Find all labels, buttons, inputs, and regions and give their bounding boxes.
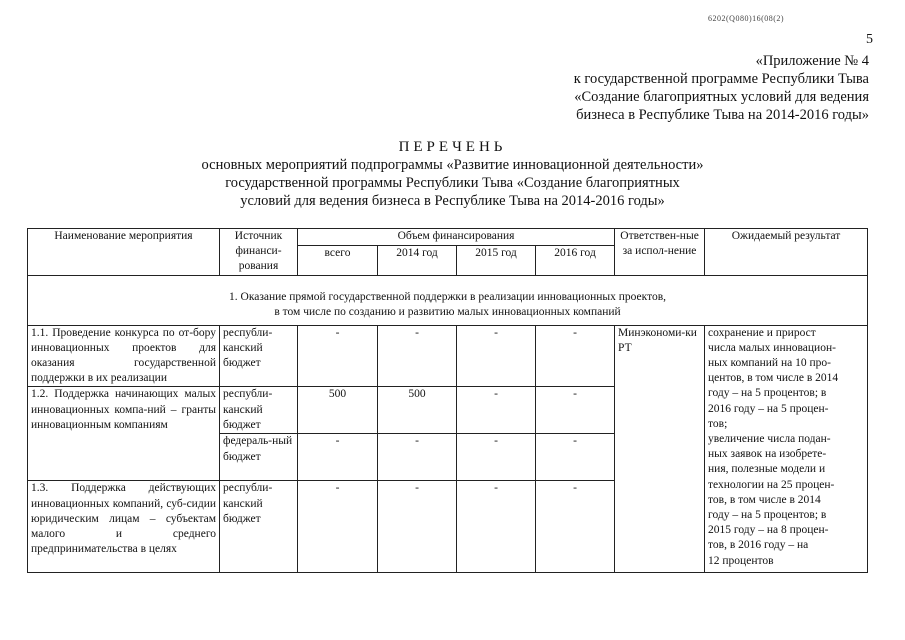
section-line: в том числе по созданию и развитию малых инновационных компаний	[274, 305, 621, 318]
header-responsible: Ответствен-ные за испол-нение	[615, 229, 705, 276]
result-line: центов, в том числе в 2014	[708, 372, 839, 385]
result-line: технологии на 25 процен-	[708, 478, 835, 491]
activity-cell: 1.2. Поддержка начинающих малых инновационных компа-ний – гранты инновационным компаниям	[28, 387, 220, 481]
heading-title: ПЕРЕЧЕНЬ	[398, 139, 507, 155]
y2016-cell: -	[536, 325, 615, 387]
header-total: всего	[298, 245, 378, 275]
appendix-line: к государственной программе Республики Тыва	[573, 71, 869, 87]
result-line: ния, полезные модели и	[708, 463, 826, 476]
responsible-cell: Минэкономи-ки РТ	[615, 325, 705, 573]
source-cell: республи-канский бюджет	[220, 387, 298, 434]
source-cell: республи-канский бюджет	[220, 481, 298, 573]
activity-cell: 1.3. Поддержка действующих инновационных компаний, суб-сидии юридическим лицам – субъектам малого и среднего предпринимательства в целях	[28, 481, 220, 573]
table-row	[28, 325, 868, 387]
source-cell: республи-канский бюджет	[220, 325, 298, 387]
result-line: 2016 году – на 5 процен-	[708, 402, 829, 415]
page-number: 5	[866, 32, 873, 47]
total-cell: -	[298, 434, 378, 481]
section-line: 1. Оказание прямой государственной поддержки в реализации инновационных проектов,	[229, 290, 667, 303]
document-heading	[0, 138, 905, 210]
activity-cell: 1.1. Проведение конкурса по от-бору инновационных проектов для оказания государственной поддержки в их реализации	[28, 325, 220, 387]
header-2014: 2014 год	[378, 245, 457, 275]
y2016-cell: -	[536, 434, 615, 481]
total-cell: -	[298, 481, 378, 573]
result-line: тов, в 2016 году – на	[708, 539, 809, 552]
y2014-cell: -	[378, 481, 457, 573]
y2015-cell: -	[457, 325, 536, 387]
result-line: ных заявок на изобрете-	[708, 448, 827, 461]
appendix-line: «Приложение № 4	[755, 53, 869, 69]
y2016-cell: -	[536, 387, 615, 434]
activities-table	[27, 228, 868, 573]
result-line: тов, в том числе в 2014	[708, 493, 821, 506]
result-line: году – на 5 процентов; в	[708, 387, 827, 400]
total-cell: 500	[298, 387, 378, 434]
result-line: 2015 году – на 8 процен-	[708, 524, 829, 537]
header-result: Ожидаемый результат	[705, 229, 868, 276]
result-line: числа малых инновацион-	[708, 341, 836, 354]
header-source: Источник финанси-рования	[220, 229, 298, 276]
y2014-cell: -	[378, 325, 457, 387]
heading-line: государственной программы Республики Тыва «Создание благоприятных	[225, 175, 680, 191]
appendix-block	[574, 52, 869, 124]
total-cell: -	[298, 325, 378, 387]
result-line: ных компаний на 10 про-	[708, 357, 831, 370]
appendix-line: «Создание благоприятных условий для ведения	[574, 89, 869, 105]
y2014-cell: 500	[378, 387, 457, 434]
document-code: 6202(Q080)16(08(2)	[708, 14, 785, 23]
result-line: году – на 5 процентов; в	[708, 509, 827, 522]
section-header	[28, 275, 868, 325]
y2015-cell: -	[457, 434, 536, 481]
result-line: сохранение и прирост	[708, 326, 816, 339]
y2015-cell: -	[457, 481, 536, 573]
result-line: увеличение числа подан-	[708, 433, 831, 446]
y2016-cell: -	[536, 481, 615, 573]
header-2016: 2016 год	[536, 245, 615, 275]
y2015-cell: -	[457, 387, 536, 434]
heading-line: условий для ведения бизнеса в Республике Тыва на 2014-2016 годы»	[240, 193, 665, 209]
header-activity: Наименование мероприятия	[28, 229, 220, 276]
header-2015: 2015 год	[457, 245, 536, 275]
header-funding: Объем финансирования	[298, 229, 615, 246]
result-line: тов;	[708, 417, 728, 430]
y2014-cell: -	[378, 434, 457, 481]
result-cell	[705, 325, 868, 573]
source-cell: федераль-ный бюджет	[220, 434, 298, 481]
appendix-line: бизнеса в Республике Тыва на 2014-2016 годы»	[576, 107, 869, 123]
heading-line: основных мероприятий подпрограммы «Развитие инновационной деятельности»	[201, 157, 704, 173]
result-line: 12 процентов	[708, 554, 774, 567]
